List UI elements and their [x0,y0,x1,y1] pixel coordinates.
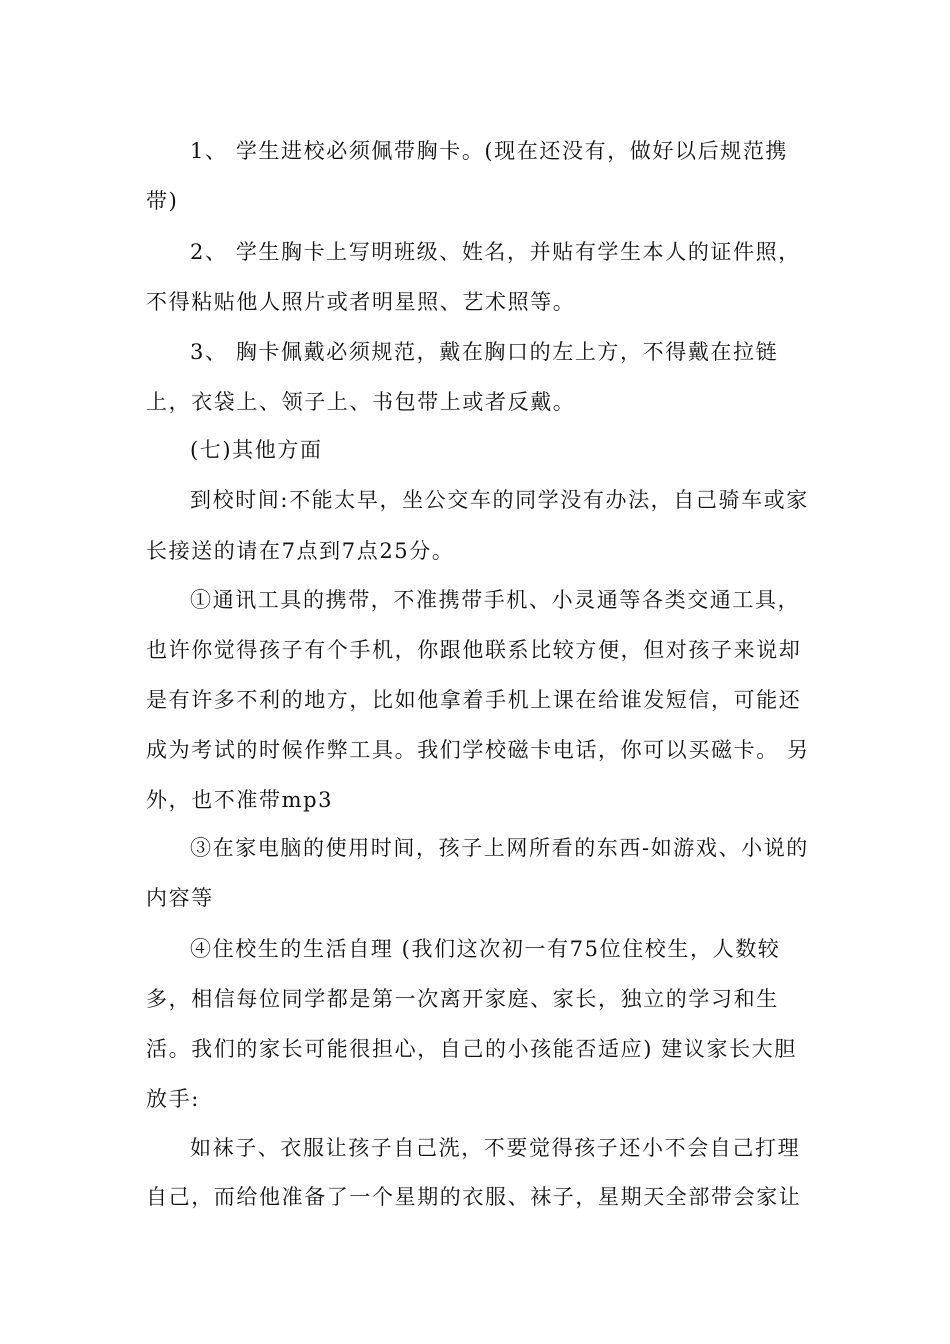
text-line: 长接送的请在7点到7点25分。 [146,539,455,563]
section-heading: (七)其他方面 [190,438,323,462]
text-line: 成为考试的时候作弊工具。我们学校磁卡电话，你可以买磁卡。 另 [146,738,810,762]
text-line: 不得粘贴他人照片或者明星照、艺术照等。 [146,290,576,314]
text-line: 2、 学生胸卡上写明班级、姓名，并贴有学生本人的证件照， [190,240,801,264]
text-line: 活。我们的家长可能很担心，自己的小孩能否适应) 建议家长大胆 [146,1037,797,1061]
text-line: 如袜子、衣服让孩子自己洗，不要觉得孩子还小不会自己打理 [190,1136,801,1160]
text-line: ④住校生的生活自理 (我们这次初一有75位住校生，人数较 [190,937,781,961]
text-line: ①通讯工具的携带，不准携带手机、小灵通等各类交通工具， [190,588,801,612]
text-line: 带) [146,189,179,213]
text-line: 1、 学生进校必须佩带胸卡。(现在还没有，做好以后规范携 [190,139,789,163]
text-line: ③在家电脑的使用时间，孩子上网所看的东西-如游戏、小说的 [190,836,809,860]
text-line: 自己，而给他准备了一个星期的衣服、袜子，星期天全部带会家让 [146,1185,802,1209]
text-line: 放手: [146,1087,200,1111]
text-line: 到校时间:不能太早，坐公交车的同学没有办法，自己骑车或家 [190,488,809,512]
text-line: 内容等 [146,886,214,910]
text-line: 多，相信每位同学都是第一次离开家庭、家长，独立的学习和生 [146,987,779,1011]
text-line: 上，衣袋上、领子上、书包带上或者反戴。 [146,390,576,414]
text-line: 是有许多不利的地方，比如他拿着手机上课在给谁发短信，可能还 [146,688,802,712]
text-line: 外，也不准带mp3 [146,788,334,812]
text-line: 3、 胸卡佩戴必须规范，戴在胸口的左上方，不得戴在拉链 [190,340,779,364]
text-line: 也许你觉得孩子有个手机，你跟他联系比较方便，但对孩子来说却 [146,638,802,662]
